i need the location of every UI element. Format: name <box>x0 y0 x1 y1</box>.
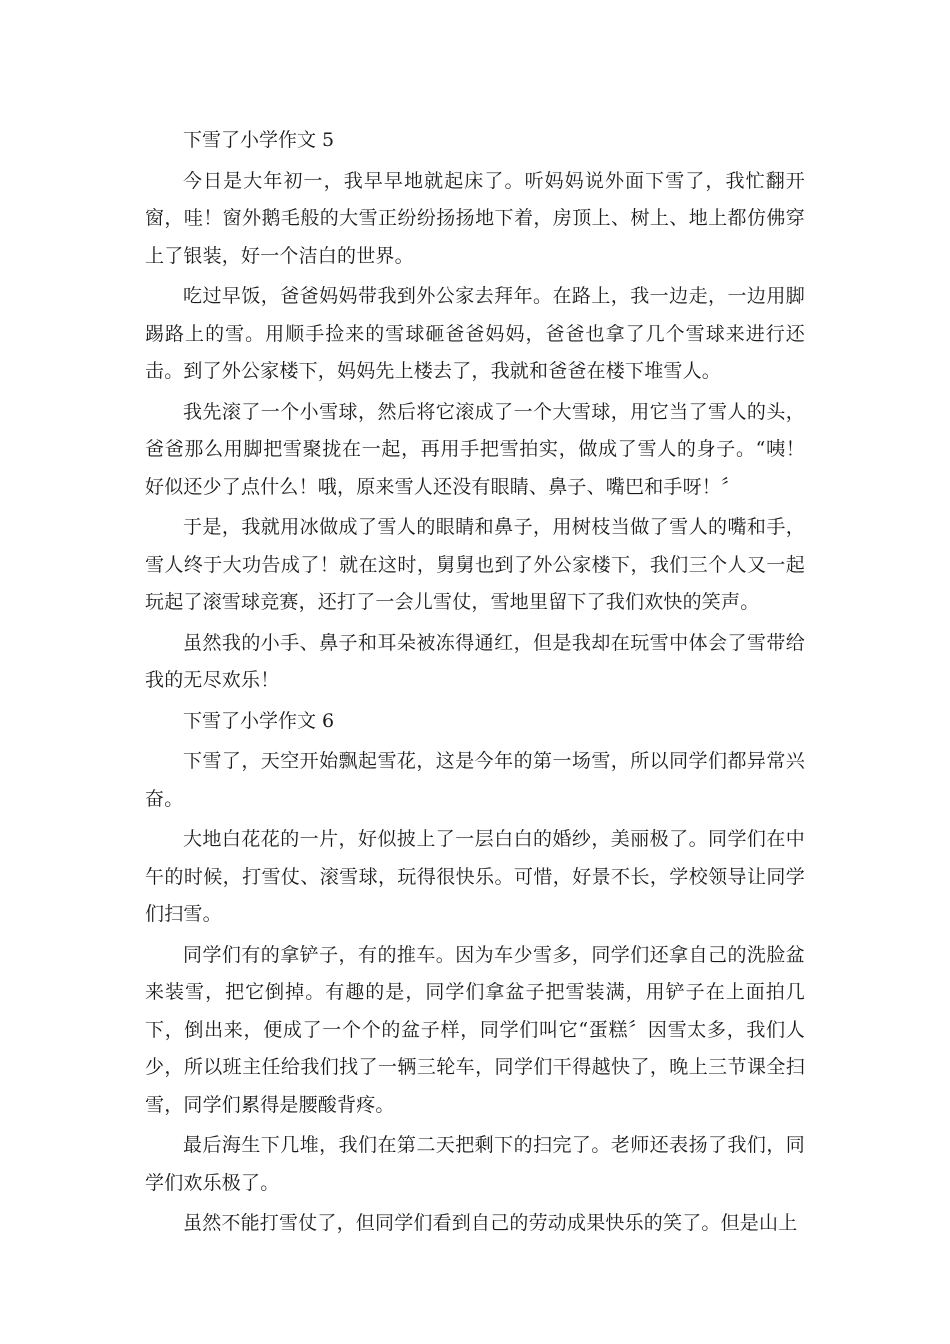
paragraph: 虽然我的小手、鼻子和耳朵被冻得通红，但是我却在玩雪中体会了雪带给我的无尽欢乐！ <box>145 631 805 691</box>
section-heading: 下雪了小学作文 5 <box>183 129 335 151</box>
paragraph: 下雪了，天空开始飘起雪花，这是今年的第一场雪，所以同学们都异常兴奋。 <box>145 750 805 810</box>
paragraph: 最后海生下几堆，我们在第二天把剩下的扫完了。老师还表扬了我们，同学们欢乐极了。 <box>145 1134 805 1194</box>
paragraph: 同学们有的拿铲子，有的推车。因为车少雪多，同学们还拿自己的洗脸盆来装雪，把它倒掉。有趣的是，同学们拿盆子把雪装满，用铲子在上面拍几下，倒出来，便成了一个个的盆子样，同学们叫它“蛋糕〞因雪太多，我们人少，所以班主任给我们找了一辆三轮车，同学们干得越快了，晚上三节课全扫雪，同学们累得是腰酸背疼。 <box>145 943 805 1116</box>
section-5 <box>145 122 805 700</box>
document-page <box>145 122 805 1246</box>
paragraph: 大地白花花的一片，好似披上了一层白白的婚纱，美丽极了。同学们在中午的时候，打雪仗、滚雪球，玩得很快乐。可惜，好景不长，学校领导让同学们扫雪。 <box>145 828 805 925</box>
section-heading: 下雪了小学作文 6 <box>183 709 335 732</box>
paragraph: 于是，我就用冰做成了雪人的眼睛和鼻子，用树枝当做了雪人的嘴和手，雪人终于大功告成了！就在这时，舅舅也到了外公家楼下，我们三个人又一起玩起了滚雪球竞赛，还打了一会儿雪仗，雪地里留下了我们欢快的笑声。 <box>145 516 805 613</box>
paragraph: 今日是大年初一，我早早地就起床了。听妈妈说外面下雪了，我忙翻开窗，哇！窗外鹅毛般的大雪正纷纷扬扬地下着，房顶上、树上、地上都仿佛穿上了银装，好一个洁白的世界。 <box>145 169 805 267</box>
paragraph: 我先滚了一个小雪球，然后将它滚成了一个大雪球，用它当了雪人的头，爸爸那么用脚把雪聚拢在一起，再用手把雪拍实，做成了雪人的身子。“咦！好似还少了点什么！哦，原来雪人还没有眼睛、鼻子、嘴巴和手呀！〞 <box>145 400 805 498</box>
paragraph: 虽然不能打雪仗了，但同学们看到自己的劳动成果快乐的笑了。但是山上 <box>183 1212 798 1234</box>
section-6 <box>145 703 805 1243</box>
paragraph: 吃过早饭，爸爸妈妈带我到外公家去拜年。在路上，我一边走，一边用脚踢路上的雪。用顺手捡来的雪球砸爸爸妈妈，爸爸也拿了几个雪球来进行还击。到了外公家楼下，妈妈先上楼去了，我就和爸爸在楼下堆雪人。 <box>145 285 805 382</box>
